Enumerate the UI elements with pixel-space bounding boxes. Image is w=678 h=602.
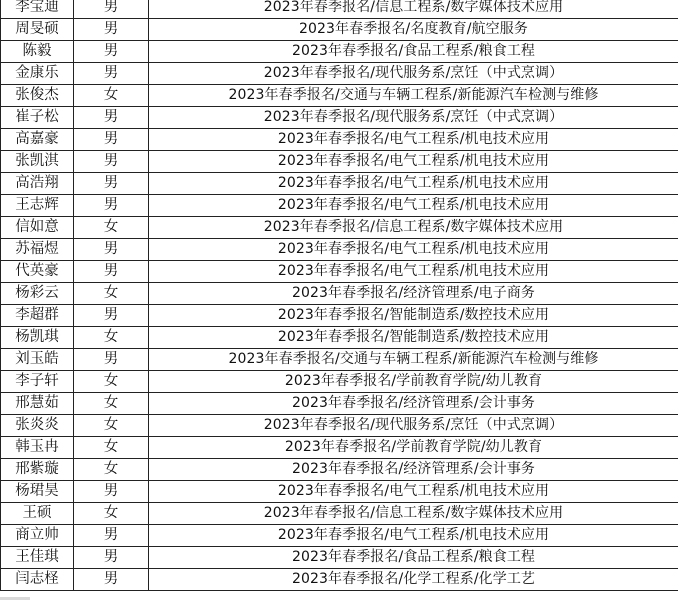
- major-path-cell[interactable]: 2023年春季报名/名度教育/航空服务: [149, 19, 678, 41]
- gender-cell[interactable]: 女: [74, 371, 149, 393]
- student-name-cell[interactable]: 信如意: [1, 217, 74, 239]
- table-row: [1, 481, 678, 503]
- student-name-cell[interactable]: 商立帅: [1, 525, 74, 547]
- table-row: [1, 0, 678, 19]
- table-row: [1, 283, 678, 305]
- scrollbar-stub: [0, 597, 30, 600]
- major-path-cell[interactable]: 2023年春季报名/电气工程系/机电技术应用: [149, 195, 678, 217]
- table-row: [1, 393, 678, 415]
- student-name-cell[interactable]: 杨珺昊: [1, 481, 74, 503]
- major-path-cell[interactable]: 2023年春季报名/学前教育学院/幼儿教育: [149, 371, 678, 393]
- gender-cell[interactable]: 男: [74, 525, 149, 547]
- student-name-cell[interactable]: 李超群: [1, 305, 74, 327]
- table-row: [1, 129, 678, 151]
- student-name-cell[interactable]: 张炎炎: [1, 415, 74, 437]
- student-name-cell[interactable]: 韩玉冉: [1, 437, 74, 459]
- table-row: [1, 547, 678, 569]
- table-row: [1, 349, 678, 371]
- table-row: [1, 195, 678, 217]
- gender-cell[interactable]: 女: [74, 85, 149, 107]
- table-row: [1, 41, 678, 63]
- gender-cell[interactable]: 男: [74, 173, 149, 195]
- gender-cell[interactable]: 女: [74, 283, 149, 305]
- student-name-cell[interactable]: 刘玉皓: [1, 349, 74, 371]
- major-path-cell[interactable]: 2023年春季报名/电气工程系/机电技术应用: [149, 239, 678, 261]
- student-name-cell[interactable]: 代英豪: [1, 261, 74, 283]
- table-row: [1, 19, 678, 41]
- gender-cell[interactable]: 男: [74, 63, 149, 85]
- student-name-cell[interactable]: 张俊杰: [1, 85, 74, 107]
- table-row: [1, 217, 678, 239]
- major-path-cell[interactable]: 2023年春季报名/电气工程系/机电技术应用: [149, 151, 678, 173]
- major-path-cell[interactable]: 2023年春季报名/经济管理系/电子商务: [149, 283, 678, 305]
- gender-cell[interactable]: 男: [74, 305, 149, 327]
- gender-cell[interactable]: 男: [74, 239, 149, 261]
- gender-cell[interactable]: 男: [74, 129, 149, 151]
- gender-cell[interactable]: 女: [74, 437, 149, 459]
- gender-cell[interactable]: 女: [74, 217, 149, 239]
- major-path-cell[interactable]: 2023年春季报名/食品工程系/粮食工程: [149, 41, 678, 63]
- table-row: [1, 437, 678, 459]
- gender-cell[interactable]: 男: [74, 41, 149, 63]
- student-name-cell[interactable]: 高嘉豪: [1, 129, 74, 151]
- gender-cell[interactable]: 女: [74, 327, 149, 349]
- major-path-cell[interactable]: 2023年春季报名/信息工程系/数字媒体技术应用: [149, 217, 678, 239]
- major-path-cell[interactable]: 2023年春季报名/学前教育学院/幼儿教育: [149, 437, 678, 459]
- student-name-cell[interactable]: 金康乐: [1, 63, 74, 85]
- gender-cell[interactable]: 男: [74, 481, 149, 503]
- gender-cell[interactable]: 男: [74, 0, 149, 19]
- gender-cell[interactable]: 男: [74, 349, 149, 371]
- student-name-cell[interactable]: 李宝迪: [1, 0, 74, 19]
- gender-cell[interactable]: 女: [74, 415, 149, 437]
- sheet-bottom-edge: [0, 594, 678, 602]
- table-row: [1, 85, 678, 107]
- student-name-cell[interactable]: 邢紫璇: [1, 459, 74, 481]
- gender-cell[interactable]: 男: [74, 569, 149, 591]
- student-name-cell[interactable]: 张凯淇: [1, 151, 74, 173]
- gender-cell[interactable]: 男: [74, 261, 149, 283]
- student-name-cell[interactable]: 周旻硕: [1, 19, 74, 41]
- major-path-cell[interactable]: 2023年春季报名/经济管理系/会计事务: [149, 459, 678, 481]
- table-row: [1, 63, 678, 85]
- major-path-cell[interactable]: 2023年春季报名/电气工程系/机电技术应用: [149, 129, 678, 151]
- major-path-cell[interactable]: 2023年春季报名/现代服务系/烹饪（中式烹调）: [149, 415, 678, 437]
- gender-cell[interactable]: 男: [74, 195, 149, 217]
- gender-cell[interactable]: 男: [74, 151, 149, 173]
- gender-cell[interactable]: 女: [74, 393, 149, 415]
- roster-body: [1, 0, 678, 591]
- gender-cell[interactable]: 男: [74, 107, 149, 129]
- major-path-cell[interactable]: 2023年春季报名/信息工程系/数字媒体技术应用: [149, 503, 678, 525]
- student-name-cell[interactable]: 杨彩云: [1, 283, 74, 305]
- student-name-cell[interactable]: 王志辉: [1, 195, 74, 217]
- student-name-cell[interactable]: 邢慧茹: [1, 393, 74, 415]
- major-path-cell[interactable]: 2023年春季报名/交通与车辆工程系/新能源汽车检测与维修: [149, 85, 678, 107]
- major-path-cell[interactable]: 2023年春季报名/电气工程系/机电技术应用: [149, 525, 678, 547]
- major-path-cell[interactable]: 2023年春季报名/经济管理系/会计事务: [149, 393, 678, 415]
- table-row: [1, 503, 678, 525]
- student-name-cell[interactable]: 高浩翔: [1, 173, 74, 195]
- gender-cell[interactable]: 女: [74, 459, 149, 481]
- major-path-cell[interactable]: 2023年春季报名/交通与车辆工程系/新能源汽车检测与维修: [149, 349, 678, 371]
- major-path-cell[interactable]: 2023年春季报名/化学工程系/化学工艺: [149, 569, 678, 591]
- student-name-cell[interactable]: 苏福煜: [1, 239, 74, 261]
- table-row: [1, 327, 678, 349]
- table-row: [1, 371, 678, 393]
- major-path-cell[interactable]: 2023年春季报名/现代服务系/烹饪（中式烹调）: [149, 107, 678, 129]
- major-path-cell[interactable]: 2023年春季报名/智能制造系/数控技术应用: [149, 305, 678, 327]
- major-path-cell[interactable]: 2023年春季报名/智能制造系/数控技术应用: [149, 327, 678, 349]
- table-row: [1, 173, 678, 195]
- major-path-cell[interactable]: 2023年春季报名/电气工程系/机电技术应用: [149, 481, 678, 503]
- major-path-cell[interactable]: 2023年春季报名/电气工程系/机电技术应用: [149, 173, 678, 195]
- major-path-cell[interactable]: 2023年春季报名/电气工程系/机电技术应用: [149, 261, 678, 283]
- student-name-cell[interactable]: 王佳琪: [1, 547, 74, 569]
- table-row: [1, 305, 678, 327]
- student-name-cell[interactable]: 李子轩: [1, 371, 74, 393]
- table-row: [1, 151, 678, 173]
- table-row: [1, 415, 678, 437]
- student-name-cell[interactable]: 王硕: [1, 503, 74, 525]
- gender-cell[interactable]: 女: [74, 503, 149, 525]
- gender-cell[interactable]: 男: [74, 19, 149, 41]
- table-row: [1, 261, 678, 283]
- student-name-cell[interactable]: 陈毅: [1, 41, 74, 63]
- major-path-cell[interactable]: 2023年春季报名/信息工程系/数字媒体技术应用: [149, 0, 678, 19]
- student-name-cell[interactable]: 闫志柽: [1, 569, 74, 591]
- student-name-cell[interactable]: 杨凯琪: [1, 327, 74, 349]
- major-path-cell[interactable]: 2023年春季报名/食品工程系/粮食工程: [149, 547, 678, 569]
- student-name-cell[interactable]: 崔子松: [1, 107, 74, 129]
- gender-cell[interactable]: 男: [74, 547, 149, 569]
- table-row: [1, 569, 678, 591]
- table-row: [1, 525, 678, 547]
- table-row: [1, 239, 678, 261]
- major-path-cell[interactable]: 2023年春季报名/现代服务系/烹饪（中式烹调）: [149, 63, 678, 85]
- table-row: [1, 459, 678, 481]
- table-row: [1, 107, 678, 129]
